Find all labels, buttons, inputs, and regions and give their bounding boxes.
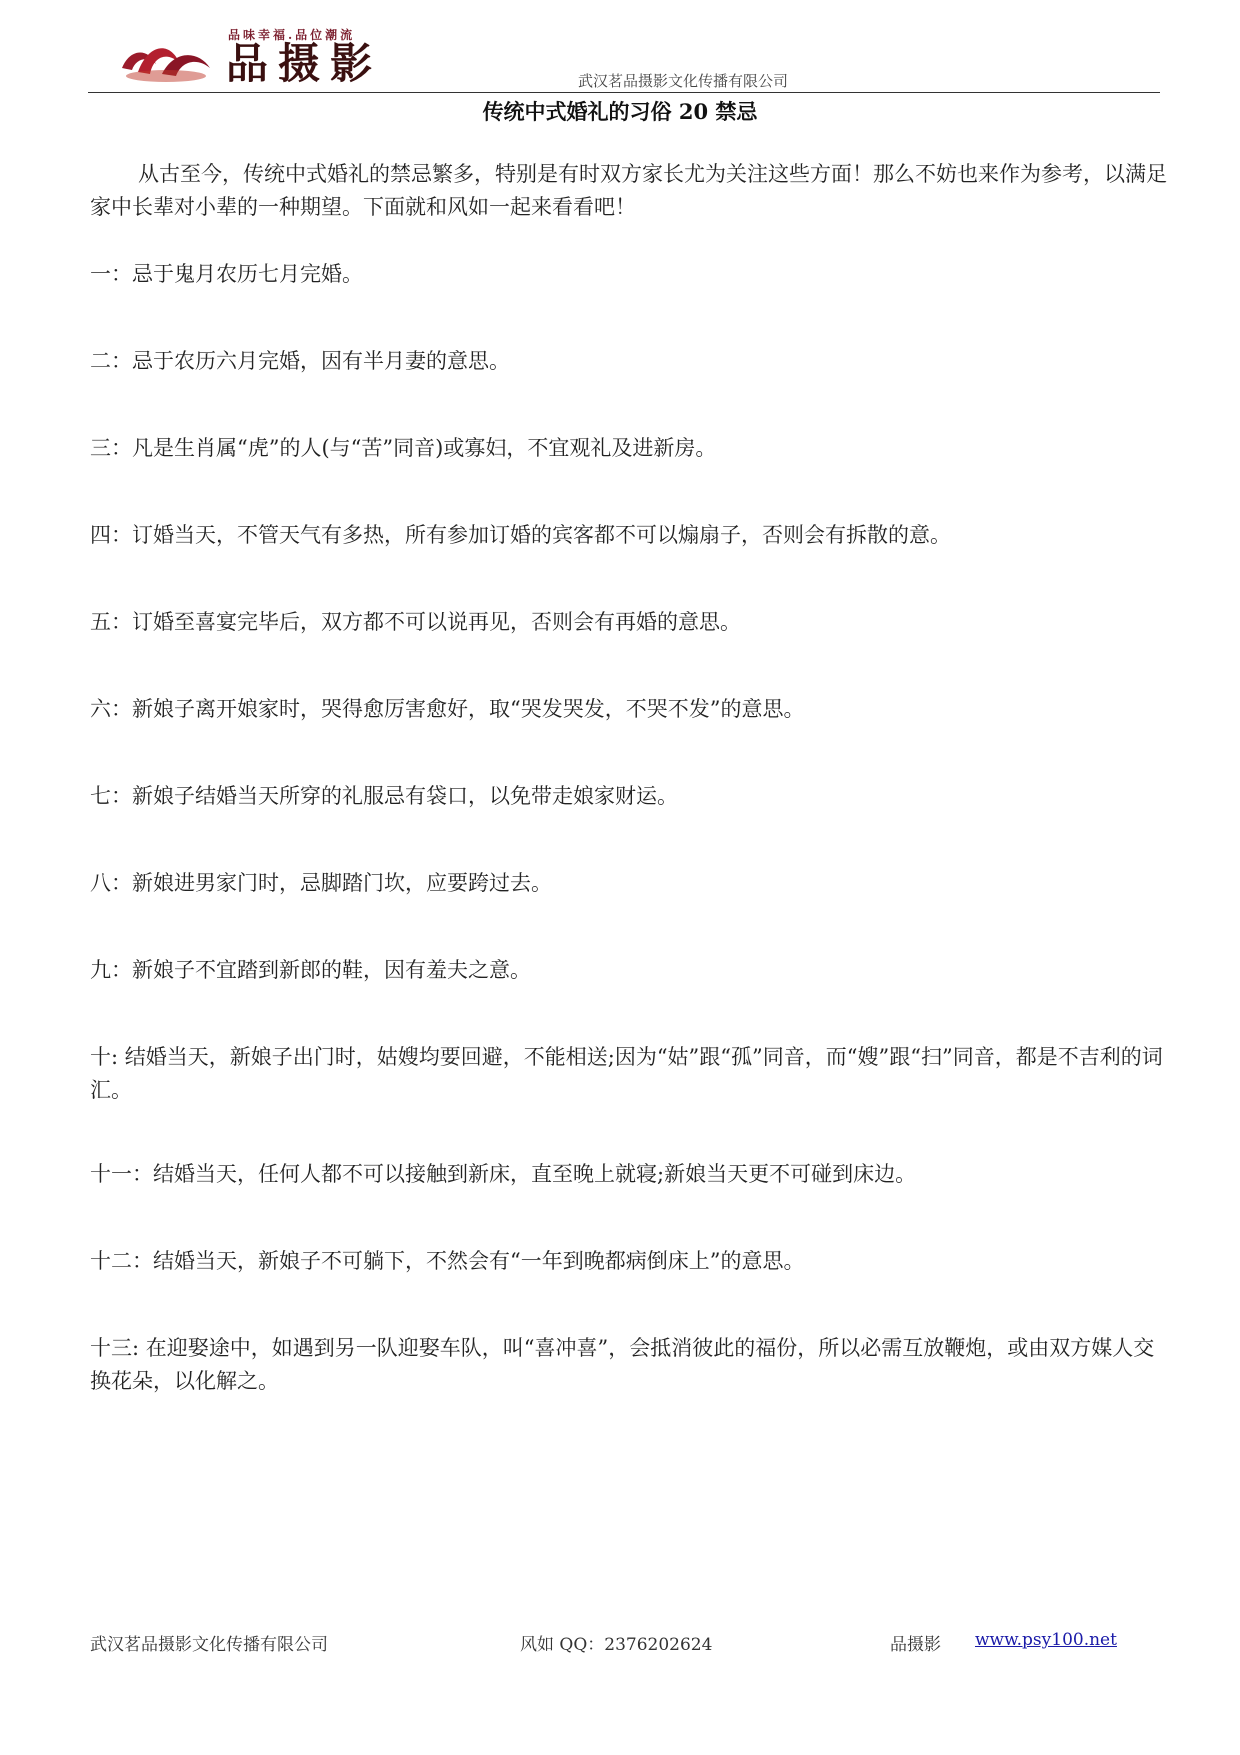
logo-tagline: 品味幸福.品位潮流: [228, 28, 356, 42]
taboo-item: 十一：结婚当天，任何人都不可以接触到新床，直至晚上就寝;新娘当天更不可碰到床边。: [90, 1162, 917, 1186]
taboo-item: 十: 结婚当天，新娘子出门时，姑嫂均要回避，不能相送;因为“姑”跟“孤”同音，而“嫂”跟“扫”同音，都是不吉利的词汇。: [90, 1045, 1163, 1102]
footer-brand: 品摄影: [890, 1635, 941, 1655]
taboo-item: 四：订婚当天，不管天气有多热，所有参加订婚的宾客都不可以煽扇子，否则会有拆散的意。: [90, 523, 951, 547]
taboo-item: 九：新娘子不宜踏到新郎的鞋，因有羞夫之意。: [90, 958, 531, 982]
page-header: [88, 18, 1160, 92]
taboo-item: 八：新娘进男家门时，忌脚踏门坎，应要跨过去。: [90, 871, 552, 895]
taboo-item: 六：新娘子离开娘家时，哭得愈厉害愈好，取“哭发哭发，不哭不发”的意思。: [90, 697, 805, 721]
header-company-name: 武汉茗品摄影文化传播有限公司: [578, 72, 789, 90]
taboo-item: 二：忌于农历六月完婚，因有半月妻的意思。: [90, 349, 510, 373]
taboo-item: 一：忌于鬼月农历七月完婚。: [90, 262, 363, 286]
header-divider: [88, 92, 1160, 93]
footer-company-name: 武汉茗品摄影文化传播有限公司: [90, 1635, 328, 1655]
intro-paragraph: 从古至今，传统中式婚礼的禁忌繁多，特别是有时双方家长尤为关注这些方面！那么不妨也来作为参考，以满足家中长辈对小辈的一种期望。下面就和风如一起来看看吧！: [90, 162, 1167, 219]
page-footer: [90, 1630, 1170, 1654]
footer-qq-contact: 风如 QQ：2376202624: [520, 1635, 713, 1655]
document-body: [90, 158, 1170, 1393]
taboo-item: 十三: 在迎娶途中，如遇到另一队迎娶车队，叫“喜冲喜”，会抵消彼此的福份，所以必需互放鞭炮，或由双方媒人交换花朵，以化解之。: [90, 1336, 1155, 1393]
document-title: 传统中式婚礼的习俗 20 禁忌: [482, 99, 758, 124]
taboo-item: 五：订婚至喜宴完毕后，双方都不可以说再见，否则会有再婚的意思。: [90, 610, 741, 634]
flame-logo-icon: [118, 30, 218, 86]
taboo-item: 七：新娘子结婚当天所穿的礼服忌有袋口，以免带走娘家财运。: [90, 784, 678, 808]
taboo-item: 三：凡是生肖属“虎”的人(与“苦”同音)或寡妇，不宜观礼及进新房。: [90, 436, 717, 460]
logo-name: 品摄影: [226, 39, 383, 88]
taboo-item: 十二：结婚当天，新娘子不可躺下，不然会有“一年到晚都病倒床上”的意思。: [90, 1249, 805, 1273]
company-logo: [118, 26, 498, 92]
footer-website-link[interactable]: www.psy100.net: [975, 1630, 1117, 1650]
